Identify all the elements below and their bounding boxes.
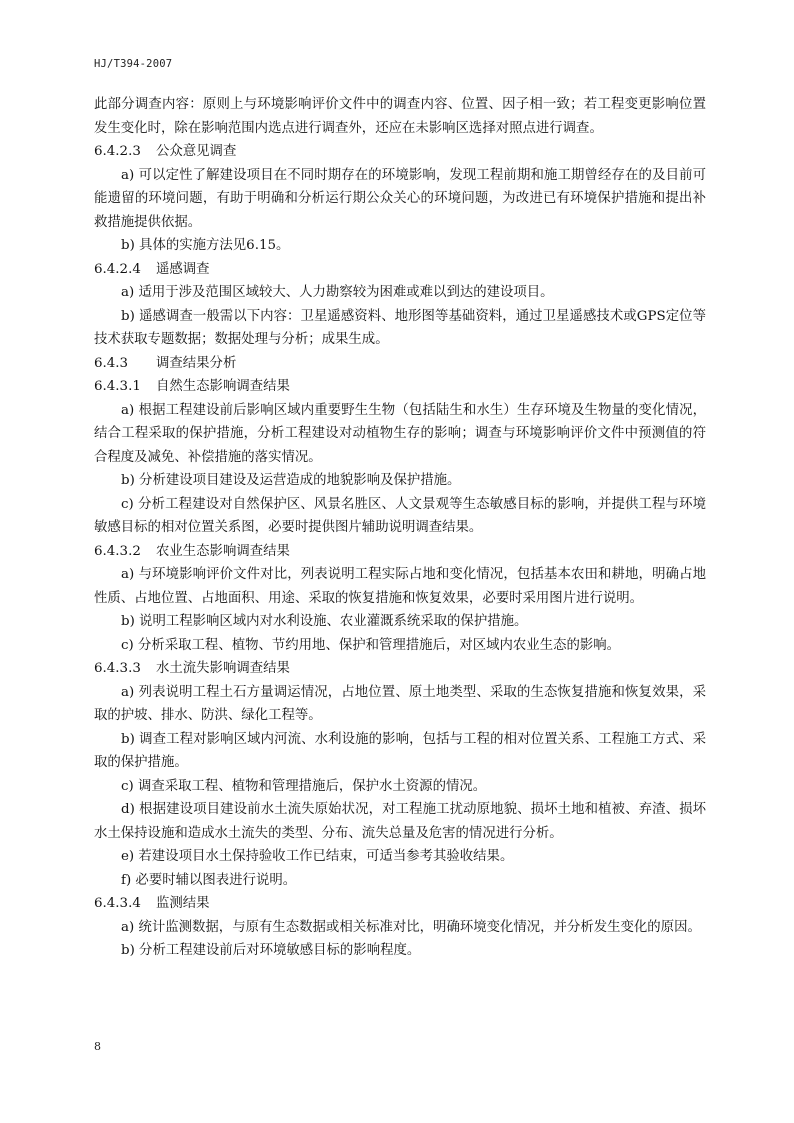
intro-paragraph: 此部分调查内容：原则上与环境影响评价文件中的调查内容、位置、因子相一致；若工程变更影响位置发生变化时，除在影响范围内选点进行调查外，还应在未影响区选择对照点进行调查。 [94,97,706,136]
section-number: 6.4.3.3 [94,661,141,676]
section-title: 农业生态影响调查结果 [156,543,290,559]
list-item: b) 遥感调查一般需以下内容：卫星遥感资料、地形图等基础资料，通过卫星遥感技术或GPS定位等技术获取专题数据；数据处理与分析；成果生成。 [94,308,706,347]
section-number: 6.4.3.1 [94,379,141,394]
list-item: a) 统计监测数据，与原有生态数据或相关标准对比，明确环境变化情况，并分析发生变化的原因。 [121,919,701,935]
section-number: 6.4.3.2 [94,543,141,559]
list-item: a) 列表说明工程土石方量调运情况，占地位置、原土地类型、采取的生态恢复措施和恢复效果，采取的护坡、排水、防洪、绿化工程等。 [94,684,706,723]
section-title: 水土流失影响调查结果 [156,661,290,676]
document-body [94,93,706,963]
document-id-header: HJ/T394-2007 [94,58,173,70]
list-item: c) 分析采取工程、植物、节约用地、保护和管理措施后，对区域内农业生态的影响。 [121,637,621,653]
list-item: c) 分析工程建设对自然保护区、风景名胜区、人文景观等生态敏感目标的影响，并提供工程与环境敏感目标的相对位置关系图，必要时提供图片辅助说明调查结果。 [94,496,706,535]
section-title: 调查结果分析 [156,355,237,371]
list-item: b) 说明工程影响区域内对水利设施、农业灌溉系统采取的保护措施。 [121,614,528,629]
section-heading-6-4-3-3 [94,657,706,681]
section-heading-6-4-3-2 [94,540,706,564]
section-number: 6.4.2.4 [94,261,141,277]
section-heading-6-4-2-4 [94,258,706,282]
list-item: b) 调查工程对影响区域内河流、水利设施的影响，包括与工程的相对位置关系、工程施工方式、采取的保护措施。 [94,731,706,770]
section-title: 公众意见调查 [156,144,237,159]
list-item: f) 必要时辅以图表进行说明。 [121,872,297,888]
page-number: 8 [94,1040,101,1053]
section-number: 6.4.3.4 [94,896,141,911]
list-item: a) 适用于涉及范围区域较大、人力勘察较为困难或难以到达的建设项目。 [121,285,554,300]
list-item: a) 根据工程建设前后影响区域内重要野生生物（包括陆生和水生）生存环境及生物量的变化情况，结合工程采取的保护措施，分析工程建设对动植物生存的影响；调查与环境影响评价文件中预测值的符合程度及减免、补偿措施的落实情况。 [94,402,706,465]
section-title: 遥感调查 [156,261,210,277]
section-heading-6-4-2-3 [94,140,706,164]
list-item: a) 与环境影响评价文件对比，列表说明工程实际占地和变化情况，包括基本农田和耕地，明确占地性质、占地位置、占地面积、用途、采取的恢复措施和恢复效果，必要时采用图片进行说明。 [94,567,706,606]
section-title: 监测结果 [156,896,210,911]
list-item: e) 若建设项目水土保持验收工作已结束，可适当参考其验收结果。 [121,849,514,864]
section-title: 自然生态影响调查结果 [156,379,290,394]
section-heading-6-4-3-4 [94,892,706,916]
list-item: b) 分析工程建设前后对环境敏感目标的影响程度。 [121,943,421,958]
section-heading-6-4-3 [94,352,706,376]
list-item: b) 分析建设项目建设及运营造成的地貌影响及保护措施。 [121,473,461,488]
list-item: d) 根据建设项目建设前水土流失原始状况，对工程施工扰动原地貌、损坏土地和植被、弃渣、损坏水土保持设施和造成水土流失的类型、分布、流失总量及危害的情况进行分析。 [94,802,706,841]
section-number: 6.4.2.3 [94,144,141,159]
section-heading-6-4-3-1 [94,375,706,399]
list-item: a) 可以定性了解建设项目在不同时期存在的环境影响，发现工程前期和施工期曾经存在的及目前可能遗留的环境问题，有助于明确和分析运行期公众关心的环境问题，为改进已有环境保护措施和提出补救措施提供依据。 [94,167,706,230]
list-item: c) 调查采取工程、植物和管理措施后，保护水土资源的情况。 [121,778,487,794]
section-number: 6.4.3 [94,355,129,371]
list-item: b) 具体的实施方法见6.15。 [121,238,290,253]
